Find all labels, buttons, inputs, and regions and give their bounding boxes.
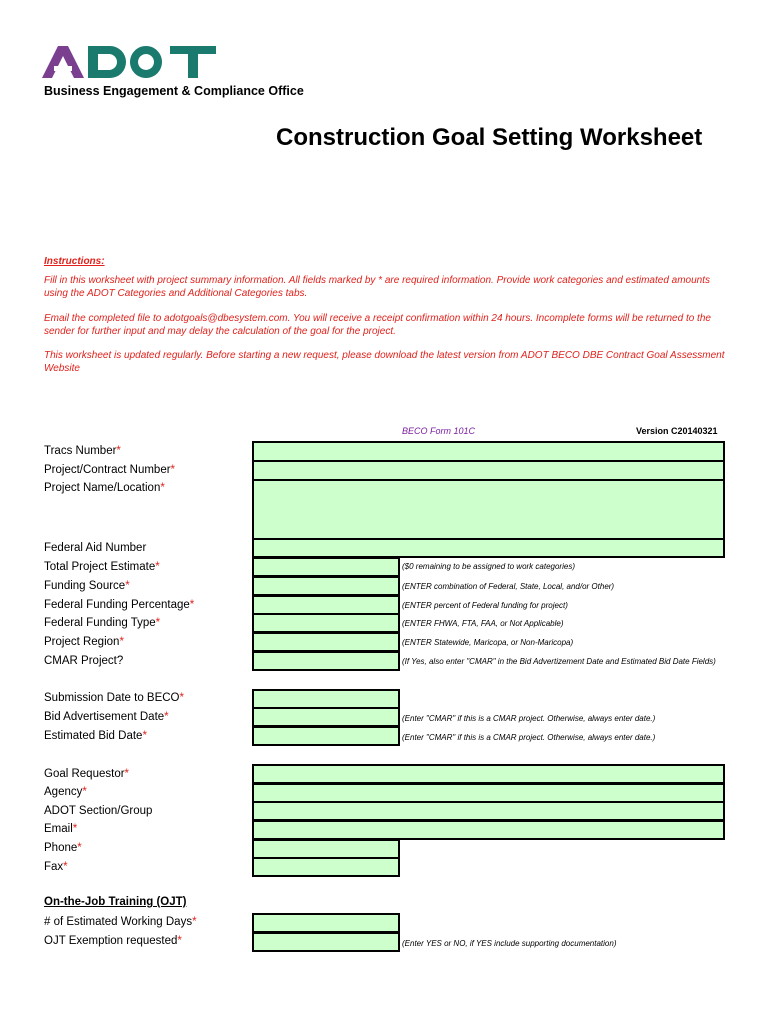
instructions-paragraph-3: This worksheet is updated regularly. Before starting a new request, please download the latest version from ADOT BECO DBE Contract Goal Assessment Website	[44, 350, 725, 374]
instructions-paragraph-2: Email the completed file to adotgoals@dbesystem.com. You will receive a receipt confirmation within 24 hours. Incomplete forms will be returned to the sender for further input and may delay the calculation of the goal for the project.	[44, 313, 711, 337]
ojt-exemption-note: (Enter YES or NO, if YES include supporting documentation)	[402, 939, 617, 948]
federal-type-label: Federal Funding Type*	[44, 617, 161, 629]
submission-date-label: Submission Date to BECO*	[44, 692, 184, 704]
ojt-heading: On-the-Job Training (OJT)	[44, 896, 187, 908]
cmar-project-label: CMAR Project?	[44, 655, 124, 667]
project-region-note: (ENTER Statewide, Maricopa, or Non-Maricopa)	[402, 638, 574, 647]
goal-requestor-field[interactable]	[252, 764, 725, 784]
fax-label: Fax*	[44, 861, 68, 873]
cmar-project-note: (If Yes, also enter "CMAR" in the Bid Advertizement Date and Estimated Bid Date Fields)	[402, 657, 716, 666]
federal-percentage-note: (ENTER percent of Federal funding for project)	[402, 601, 568, 610]
goal-requestor-label: Goal Requestor*	[44, 768, 130, 780]
tracs-number-label: Tracs Number*	[44, 445, 121, 457]
total-estimate-field[interactable]	[252, 557, 400, 577]
bid-advertisement-label: Bid Advertisement Date*	[44, 711, 169, 723]
fax-field[interactable]	[252, 857, 400, 877]
funding-source-label: Funding Source*	[44, 580, 130, 592]
cmar-project-field[interactable]	[252, 651, 400, 671]
working-days-field[interactable]	[252, 913, 400, 933]
form-name: BECO Form 101C	[402, 426, 476, 436]
funding-source-note: (ENTER combination of Federal, State, Local, and/or Other)	[402, 582, 615, 591]
estimated-bid-note: (Enter "CMAR" if this is a CMAR project. Otherwise, always enter date.)	[402, 733, 656, 742]
tracs-number-field[interactable]	[252, 441, 725, 462]
funding-source-field[interactable]	[252, 576, 400, 596]
total-estimate-note: ($0 remaining to be assigned to work categories)	[402, 562, 575, 571]
federal-percentage-label: Federal Funding Percentage*	[44, 599, 195, 611]
federal-type-field[interactable]	[252, 613, 400, 633]
agency-field[interactable]	[252, 783, 725, 803]
federal-aid-label: Federal Aid Number	[44, 542, 147, 554]
project-name-label: Project Name/Location*	[44, 482, 165, 494]
working-days-label: # of Estimated Working Days*	[44, 916, 197, 928]
instructions-paragraph-1: Fill in this worksheet with project summary information. All fields marked by * are required information. Provide work categories and estimated amounts using the ADOT Categories and Additional Categories tabs.	[44, 275, 711, 299]
contract-number-label: Project/Contract Number*	[44, 464, 176, 476]
page-title: Construction Goal Setting Worksheet	[276, 124, 703, 151]
federal-aid-field[interactable]	[252, 538, 725, 558]
contract-number-field[interactable]	[252, 460, 725, 481]
adot-logo	[42, 44, 218, 80]
section-group-field[interactable]	[252, 801, 725, 821]
estimated-bid-label: Estimated Bid Date*	[44, 730, 147, 742]
total-estimate-label: Total Project Estimate*	[44, 561, 160, 573]
project-region-field[interactable]	[252, 632, 400, 652]
phone-field[interactable]	[252, 839, 400, 859]
agency-label: Agency*	[44, 786, 87, 798]
instructions-heading: Instructions:	[44, 256, 105, 267]
estimated-bid-field[interactable]	[252, 726, 400, 746]
bid-advertisement-field[interactable]	[252, 707, 400, 727]
federal-type-note: (ENTER FHWA, FTA, FAA, or Not Applicable)	[402, 619, 564, 628]
office-name: Business Engagement & Compliance Office	[44, 84, 304, 98]
ojt-exemption-field[interactable]	[252, 932, 400, 952]
project-name-field[interactable]	[252, 479, 725, 540]
section-group-label: ADOT Section/Group	[44, 805, 153, 817]
ojt-exemption-label: OJT Exemption requested*	[44, 935, 182, 947]
bid-advertisement-note: (Enter "CMAR" if this is a CMAR project. Otherwise, always enter date.)	[402, 714, 656, 723]
federal-percentage-field[interactable]	[252, 595, 400, 615]
email-label: Email*	[44, 823, 78, 835]
submission-date-field[interactable]	[252, 689, 400, 709]
version-label: Version C20140321	[636, 426, 718, 436]
project-region-label: Project Region*	[44, 636, 124, 648]
email-field[interactable]	[252, 820, 725, 840]
phone-label: Phone*	[44, 842, 82, 854]
